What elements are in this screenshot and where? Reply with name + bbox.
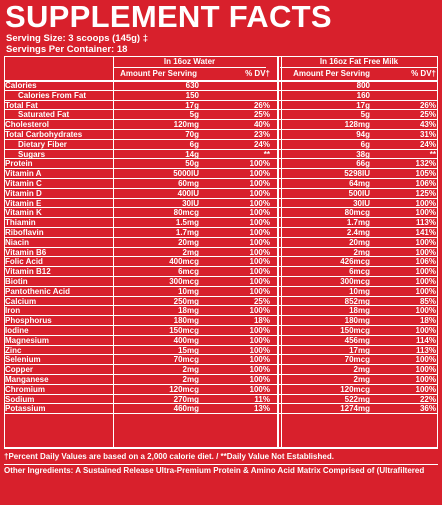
table-row <box>4 199 438 209</box>
nutrient-name: Calories <box>5 81 37 90</box>
col2-amount-header: Amount Per Serving <box>293 69 370 78</box>
water-dv: 40% <box>253 120 270 130</box>
nutrient-name: Biotin <box>5 276 28 286</box>
nutrient-name: Vitamin K <box>5 208 42 218</box>
milk-amount: 2mg <box>353 247 370 257</box>
table-row <box>4 375 438 385</box>
water-dv: 100% <box>249 335 270 345</box>
milk-amount: 5298IU <box>344 169 370 179</box>
table-row <box>4 404 438 414</box>
water-amount: 80mcg <box>173 208 199 218</box>
nutrient-name: Copper <box>5 365 33 375</box>
water-amount: 180mg <box>173 316 199 326</box>
water-amount: 5000IU <box>173 169 199 179</box>
table-row <box>4 395 438 405</box>
serving-size: Serving Size: 3 scoops (145g) ‡ <box>6 33 149 44</box>
milk-amount: 1.7mg <box>346 218 370 228</box>
milk-amount: 20mg <box>349 237 370 247</box>
footnote: †Percent Daily Values are based on a 2,000 calorie diet. / **Daily Value Not Established. <box>4 452 334 461</box>
water-amount: 15mg <box>178 345 199 355</box>
milk-dv: 113% <box>415 218 436 228</box>
milk-dv: 114% <box>415 335 436 345</box>
table-row <box>4 267 438 277</box>
milk-dv: 100% <box>415 365 436 375</box>
water-dv: 100% <box>249 178 270 188</box>
milk-dv: 100% <box>415 355 436 365</box>
milk-amount: 522mg <box>344 394 370 404</box>
milk-amount: 17g <box>356 100 370 110</box>
water-dv: 100% <box>249 188 270 198</box>
table-row <box>4 159 438 169</box>
milk-dv: 24% <box>419 139 436 149</box>
nutrient-name: Total Fat <box>5 100 38 110</box>
milk-amount: 30IU <box>353 198 370 208</box>
water-dv: 11% <box>254 394 270 404</box>
milk-dv: 26% <box>419 100 436 110</box>
row-rule <box>4 413 438 414</box>
water-amount: 150mcg <box>169 325 199 335</box>
water-dv: 100% <box>249 355 270 365</box>
milk-dv: 132% <box>415 159 436 169</box>
milk-amount: 18mg <box>349 306 370 316</box>
water-amount: 70mcg <box>173 355 199 365</box>
water-amount: 6g <box>189 139 199 149</box>
water-dv: 100% <box>249 384 270 394</box>
nutrient-name: Saturated Fat <box>18 110 70 120</box>
milk-dv: 125% <box>415 188 436 198</box>
milk-dv: 100% <box>415 325 436 335</box>
table-row <box>4 140 438 150</box>
water-dv: 100% <box>249 227 270 237</box>
nutrient-name: Sodium <box>5 394 35 404</box>
table-row <box>4 189 438 199</box>
servings-per-container: Servings Per Container: 18 <box>6 44 128 55</box>
milk-amount: 64mg <box>349 178 370 188</box>
nutrient-name: Dietary Fiber <box>18 139 67 149</box>
other-ingredients: Other Ingredients: A Sustained Release Ultra-Premium Protein & Amino Acid Matrix Comprised of (Ultrafiltered <box>4 466 425 475</box>
nutrient-name: Folic Acid <box>5 257 43 267</box>
table-row <box>4 208 438 218</box>
col1-amount-header: Amount Per Serving <box>120 69 197 78</box>
water-dv: 13% <box>253 404 270 414</box>
table-row <box>4 248 438 258</box>
milk-dv: 36% <box>419 404 436 414</box>
table-row <box>4 120 438 130</box>
nutrient-name: Selenium <box>5 355 41 365</box>
water-dv: 100% <box>249 218 270 228</box>
water-dv: 100% <box>249 159 270 169</box>
water-dv: 100% <box>249 345 270 355</box>
nutrient-name: Vitamin E <box>5 198 42 208</box>
water-amount: 2mg <box>182 374 199 384</box>
table-row <box>4 101 438 111</box>
milk-amount: 66g <box>356 159 370 169</box>
milk-amount: 2mg <box>353 365 370 375</box>
water-amount: 120mg <box>173 120 199 130</box>
table-row <box>4 257 438 267</box>
milk-dv: 100% <box>415 208 436 218</box>
table-row <box>4 110 438 120</box>
nutrient-name: Cholesterol <box>5 120 50 130</box>
water-amount: 250mg <box>173 296 199 306</box>
table-row <box>4 91 438 101</box>
water-dv: 100% <box>249 169 270 179</box>
water-amount: 10mg <box>178 286 199 296</box>
nutrient-name: Iron <box>5 306 21 316</box>
milk-dv: 100% <box>415 237 436 247</box>
table-row <box>4 316 438 326</box>
nutrient-name: Vitamin C <box>5 178 42 188</box>
milk-amount: 6mcg <box>349 267 370 277</box>
milk-amount: 800 <box>356 81 370 90</box>
water-dv: 25% <box>253 296 270 306</box>
water-dv: 100% <box>249 374 270 384</box>
milk-amount: 5g <box>360 110 370 120</box>
table-row <box>4 336 438 346</box>
water-amount: 6mcg <box>178 267 199 277</box>
nutrient-name: Thiamin <box>5 218 36 228</box>
col2-dv-header: % DV† <box>411 69 436 78</box>
table-row <box>4 150 438 160</box>
water-amount: 60mg <box>178 178 199 188</box>
milk-dv: ** <box>429 149 436 159</box>
water-dv: 100% <box>249 267 270 277</box>
milk-dv: 141% <box>415 227 436 237</box>
milk-amount: 1274mg <box>340 404 370 414</box>
milk-dv: 85% <box>419 296 436 306</box>
water-amount: 1.5mg <box>175 218 199 228</box>
milk-amount: 180mg <box>344 316 370 326</box>
milk-dv: 106% <box>415 178 436 188</box>
water-amount: 70g <box>185 129 199 139</box>
footnote-rule <box>4 464 438 465</box>
milk-dv: 18% <box>419 316 436 326</box>
nutrient-name: Niacin <box>5 237 30 247</box>
table-row <box>4 355 438 365</box>
nutrient-name: Protein <box>5 159 33 169</box>
water-dv: ** <box>263 149 270 159</box>
nutrient-name: Total Carbohydrates <box>5 129 83 139</box>
water-dv: 100% <box>249 276 270 286</box>
milk-dv: 105% <box>415 169 436 179</box>
milk-dv: 100% <box>415 384 436 394</box>
water-dv: 100% <box>249 198 270 208</box>
table-row <box>4 169 438 179</box>
col1-title: In 16oz Water <box>163 57 216 66</box>
water-amount: 460mg <box>173 404 199 414</box>
milk-dv: 100% <box>415 267 436 277</box>
milk-amount: 426mcg <box>340 257 370 267</box>
milk-amount: 150mcg <box>340 325 370 335</box>
panel-title: SUPPLEMENT FACTS <box>5 0 332 34</box>
nutrient-name: Magnesium <box>5 335 50 345</box>
table-row <box>4 306 438 316</box>
nutrient-name: Calories From Fat <box>18 90 87 100</box>
water-amount: 2mg <box>182 247 199 257</box>
table-bottom-rule <box>4 447 438 449</box>
nutrient-name: Vitamin D <box>5 188 42 198</box>
table-row <box>4 81 438 91</box>
milk-amount: 10mg <box>349 286 370 296</box>
water-amount: 5g <box>189 110 199 120</box>
nutrient-name: Sugars <box>18 149 46 159</box>
water-amount: 18mg <box>178 306 199 316</box>
table-row <box>4 228 438 238</box>
water-amount: 150 <box>185 90 199 100</box>
water-amount: 270mg <box>173 394 199 404</box>
table-row <box>4 346 438 356</box>
nutrient-name: Iodine <box>5 325 29 335</box>
water-amount: 2mg <box>182 365 199 375</box>
milk-amount: 128mg <box>344 120 370 130</box>
water-dv: 18% <box>253 316 270 326</box>
water-amount: 300mcg <box>169 276 199 286</box>
table-row <box>4 130 438 140</box>
col1-dv-header: % DV† <box>245 69 270 78</box>
water-amount: 120mcg <box>169 384 199 394</box>
table-row <box>4 287 438 297</box>
nutrient-name: Riboflavin <box>5 227 44 237</box>
water-amount: 400IU <box>177 188 199 198</box>
water-dv: 100% <box>249 247 270 257</box>
table-row <box>4 326 438 336</box>
table-row <box>4 385 438 395</box>
table-row <box>4 277 438 287</box>
table-row <box>4 297 438 307</box>
nutrient-name: Manganese <box>5 374 49 384</box>
water-dv: 26% <box>253 100 270 110</box>
milk-dv: 43% <box>419 120 436 130</box>
milk-amount: 120mcg <box>340 384 370 394</box>
milk-dv: 106% <box>415 257 436 267</box>
table-row <box>4 179 438 189</box>
water-dv: 100% <box>249 306 270 316</box>
table-row <box>4 218 438 228</box>
milk-dv: 113% <box>415 345 436 355</box>
milk-amount: 2.4mg <box>346 227 370 237</box>
milk-amount: 500IU <box>348 188 370 198</box>
table-row <box>4 365 438 375</box>
water-amount: 30IU <box>182 198 199 208</box>
milk-dv: 31% <box>419 129 436 139</box>
milk-amount: 852mg <box>344 296 370 306</box>
water-dv: 100% <box>249 286 270 296</box>
milk-amount: 456mg <box>344 335 370 345</box>
milk-amount: 160 <box>356 90 370 100</box>
nutrient-name: Chromium <box>5 384 45 394</box>
nutrient-name: Calcium <box>5 296 37 306</box>
water-amount: 400mcg <box>169 257 199 267</box>
milk-dv: 100% <box>415 198 436 208</box>
milk-amount: 17mg <box>349 345 370 355</box>
water-amount: 1.7mg <box>175 227 199 237</box>
milk-amount: 2mg <box>353 374 370 384</box>
milk-dv: 100% <box>415 286 436 296</box>
col2-title: In 16oz Fat Free Milk <box>319 57 399 66</box>
milk-dv: 100% <box>415 306 436 316</box>
nutrient-name: Vitamin B6 <box>5 247 47 257</box>
nutrient-name: Pantothenic Acid <box>5 286 71 296</box>
water-amount: 630 <box>185 81 199 90</box>
milk-dv: 22% <box>419 394 436 404</box>
milk-amount: 94g <box>356 129 370 139</box>
water-amount: 400mg <box>173 335 199 345</box>
water-dv: 25% <box>253 110 270 120</box>
water-dv: 100% <box>249 365 270 375</box>
milk-dv: 100% <box>415 276 436 286</box>
nutrient-name: Vitamin A <box>5 169 42 179</box>
nutrient-name: Potassium <box>5 404 46 414</box>
milk-dv: 25% <box>419 110 436 120</box>
nutrient-name: Phosphorus <box>5 316 52 326</box>
water-dv: 23% <box>253 129 270 139</box>
nutrient-rows <box>4 81 438 414</box>
water-dv: 24% <box>253 139 270 149</box>
water-amount: 20mg <box>178 237 199 247</box>
milk-amount: 70mcg <box>344 355 370 365</box>
water-dv: 100% <box>249 237 270 247</box>
nutrient-name: Vitamin B12 <box>5 267 51 277</box>
water-dv: 100% <box>249 257 270 267</box>
water-amount: 14g <box>185 149 199 159</box>
water-amount: 17g <box>185 100 199 110</box>
water-amount: 50g <box>185 159 199 169</box>
milk-amount: 80mcg <box>344 208 370 218</box>
nutrient-name: Zinc <box>5 345 22 355</box>
milk-amount: 6g <box>360 139 370 149</box>
milk-amount: 38g <box>356 149 370 159</box>
water-dv: 100% <box>249 208 270 218</box>
milk-dv: 100% <box>415 247 436 257</box>
milk-amount: 300mcg <box>340 276 370 286</box>
table-row <box>4 238 438 248</box>
milk-dv: 100% <box>415 374 436 384</box>
water-dv: 100% <box>249 325 270 335</box>
